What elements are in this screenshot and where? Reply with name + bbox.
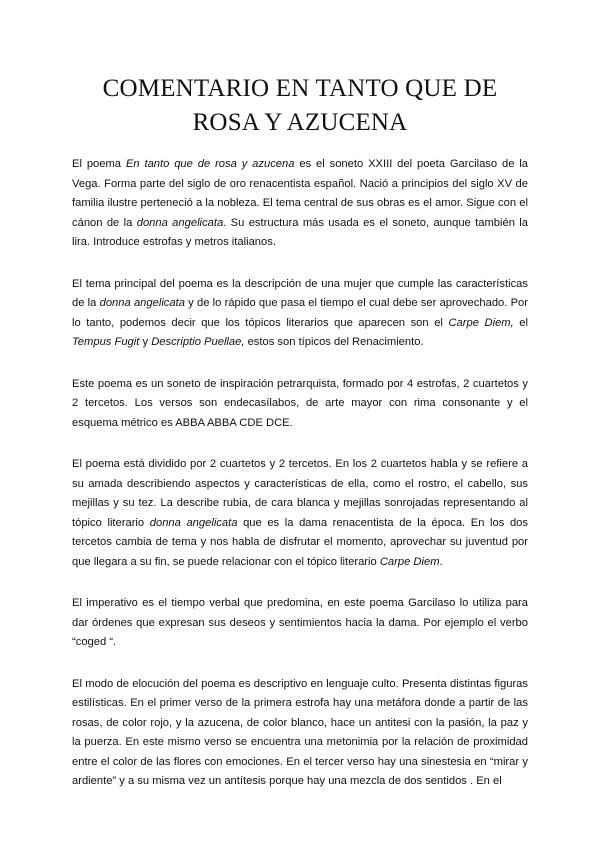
p4-italic-carpe-diem: Carpe Diem [379,555,440,568]
p4-italic-donna-angelicata: donna angelicata [149,516,238,529]
p1-italic-poem-title: En tanto que de rosa y azucena [125,158,295,170]
document-body [72,155,528,792]
p4-text-a: El poema está dividido por 2 cuartetos y 2 tercetos. En los 2 cuartetos habla y se refiere a su amada describiendo aspectos y características de ella, como el rostro, el cabello, sus mejillas y su tez. La describe rubia, de cara blanca y mejillas sonrojadas representando al tópico literario [72,458,528,529]
p2-text-c: y de lo rápido que pasa el tiempo el cual debe ser aprovechado. Por lo tanto, podemos decir que los tópicos literarios que aparecen son el [72,297,528,329]
p2-text-i: estos son típicos del Renacimiento. [244,336,424,348]
p2-text-g: y [139,336,152,348]
p1-text-a: El poema [72,158,126,170]
title-line-2: ROSA Y AZUCENA [192,109,408,136]
paragraph-division [72,455,528,572]
paragraph-introduction [72,155,528,253]
p2-italic-descriptio-puellae: Descriptio Puellae, [151,336,245,348]
p4-text-c: que es la dama renacentista de la época. En los dos tercetos cambia de tema y nos habla de disfrutar el momento, aprovechar su juventud por que llegara a su fin, se puede relacionar con el tópico literario [72,516,528,568]
p2-text-a: El tema principal del poema es la descripción de una mujer que cumple las características de la [72,277,528,309]
paragraph-structure: Este poema es un soneto de inspiración petrarquista, formado por 4 estrofas, 2 cuartetos y 2 tercetos. Los versos son endecasílabos, de arte mayor con rima consonante y el esquema métrico es ABBA ABBA CDE DCE. [72,377,528,429]
paragraph-theme [72,275,528,353]
p1-italic-donna-angelicata: donna angelicata [136,216,224,229]
paragraph-imperative: El imperativo es el tiempo verbal que predomina, en este poema Garcilaso lo utiliza para dar órdenes que expresan sus deseos y sentimientos hacia la dama. Por ejemplo el verbo “coged “. [72,597,528,648]
page-title [60,72,540,140]
p2-text-e: el [513,316,528,329]
p2-italic-carpe-diem: Carpe Diem, [448,316,514,329]
p2-italic-tempus-fugit: Tempus Fugit [72,336,140,348]
p2-italic-donna-angelicata: donna angelicata [99,297,185,309]
p1-text-c: es el soneto XXIII del poeta Garcilaso de la Vega. Forma parte del siglo de oro renacentista español. Nació a principios del siglo XV de familia ilustre perteneció a la nobleza. El tema central de sus obras es el amor. Sigue con el cánon de la [72,158,528,229]
paragraph-elocution: El modo de elocución del poema es descriptivo en lenguaje culto. Presenta distintas figuras estilísticas. En el primer verso de la primera estrofa hay una metáfora donde a partir de las rosas, de color rojo, y la azucena, de color blanco, hace un antitesi con la pasión, la paz y la puerza. En este mismo verso se encuentra una metonimia por la relación de proximidad entre el color de las flores con emociones. En el tercer verso hay una sinestesia en “mirar y ardiente” y a su misma vez un antítesis porque hay una mezcla de dos sentidos . En el [72,677,528,787]
title-line-1: COMENTARIO EN TANTO QUE DE [102,75,498,102]
p4-text-e: . [439,555,443,568]
p1-text-e: . Su estructura más usada es el soneto, aunque también la lira. Introduce estrofas y metros italianos. [72,216,528,248]
